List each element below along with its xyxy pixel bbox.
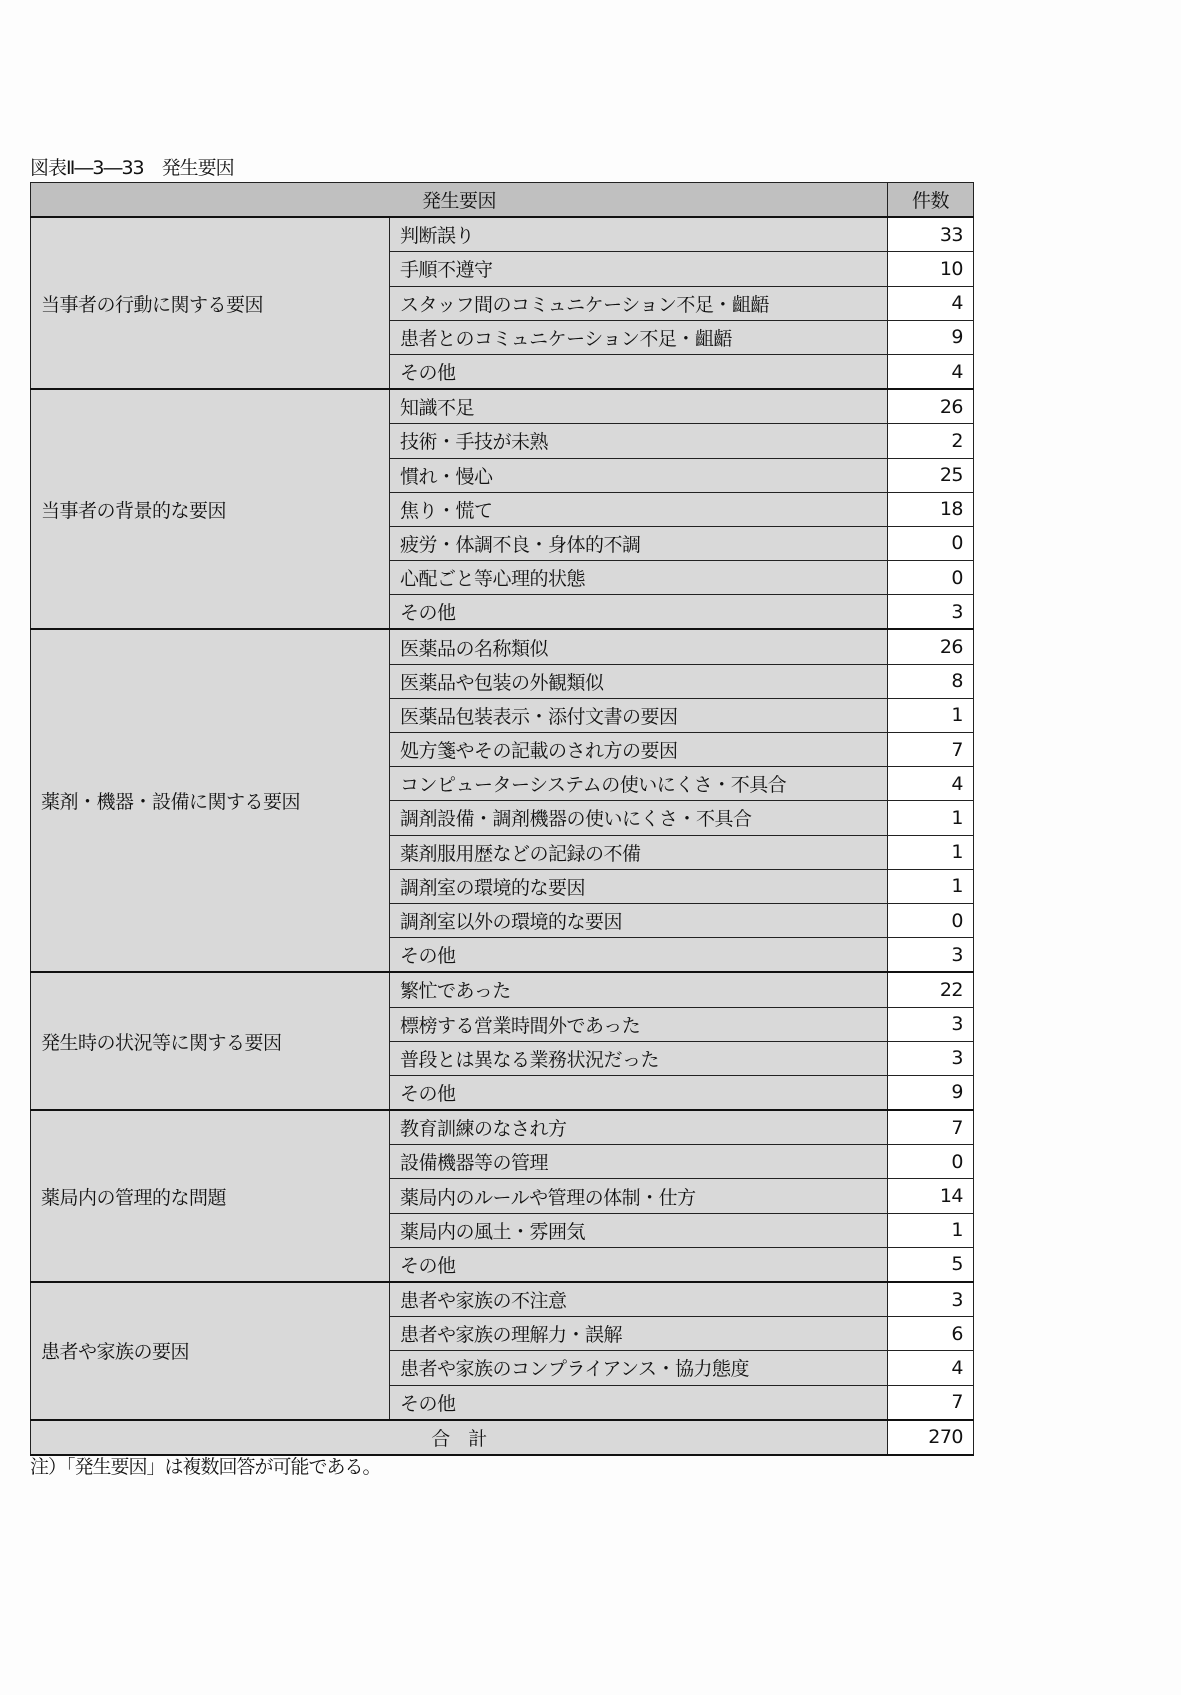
table-row	[31, 1282, 974, 1317]
count-cell: 3	[888, 1007, 974, 1041]
count-cell: 3	[888, 938, 974, 973]
count-cell: 0	[888, 526, 974, 560]
factor-cell: 患者や家族の不注意	[390, 1282, 888, 1317]
table-row	[31, 389, 974, 424]
factor-cell: その他	[390, 938, 888, 973]
count-cell: 1	[888, 698, 974, 732]
category-cell: 当事者の行動に関する要因	[31, 217, 390, 389]
factor-cell: 判断誤り	[390, 217, 888, 252]
factor-cell: スタッフ間のコミュニケーション不足・齟齬	[390, 286, 888, 320]
total-row	[31, 1420, 974, 1455]
count-cell: 14	[888, 1179, 974, 1213]
count-cell: 4	[888, 1351, 974, 1385]
count-cell: 4	[888, 767, 974, 801]
count-cell: 7	[888, 733, 974, 767]
count-cell: 26	[888, 389, 974, 424]
factor-cell: その他	[390, 1247, 888, 1282]
table-header-row	[31, 183, 974, 218]
count-cell: 9	[888, 320, 974, 354]
factor-cell: 処方箋やその記載のされ方の要因	[390, 733, 888, 767]
factor-cell: 調剤室の環境的な要因	[390, 869, 888, 903]
count-cell: 1	[888, 835, 974, 869]
factor-cell: 焦り・慌て	[390, 492, 888, 526]
factor-cell: その他	[390, 1075, 888, 1110]
factor-cell: 患者とのコミュニケーション不足・齟齬	[390, 320, 888, 354]
count-cell: 33	[888, 217, 974, 252]
table-row	[31, 629, 974, 664]
count-cell: 25	[888, 458, 974, 492]
factor-cell: 繁忙であった	[390, 972, 888, 1007]
count-cell: 1	[888, 1213, 974, 1247]
category-cell: 薬剤・機器・設備に関する要因	[31, 629, 390, 972]
table-row	[31, 1110, 974, 1145]
count-cell: 6	[888, 1317, 974, 1351]
count-cell: 0	[888, 903, 974, 937]
footnote: 注）「発生要因」は複数回答が可能である。	[30, 1456, 381, 1478]
category-cell: 発生時の状況等に関する要因	[31, 972, 390, 1110]
factor-cell: 技術・手技が未熟	[390, 424, 888, 458]
count-cell: 10	[888, 252, 974, 286]
factor-cell: 患者や家族の理解力・誤解	[390, 1317, 888, 1351]
category-cell: 患者や家族の要因	[31, 1282, 390, 1420]
count-cell: 4	[888, 354, 974, 389]
factor-cell: 調剤室以外の環境的な要因	[390, 903, 888, 937]
factor-cell: 薬局内の風土・雰囲気	[390, 1213, 888, 1247]
count-cell: 1	[888, 869, 974, 903]
factor-cell: コンピューターシステムの使いにくさ・不具合	[390, 767, 888, 801]
factor-cell: 医薬品包装表示・添付文書の要因	[390, 698, 888, 732]
count-cell: 26	[888, 629, 974, 664]
factor-cell: 医薬品や包装の外観類似	[390, 664, 888, 698]
count-cell: 18	[888, 492, 974, 526]
count-cell: 3	[888, 1282, 974, 1317]
count-cell: 7	[888, 1110, 974, 1145]
count-cell: 5	[888, 1247, 974, 1282]
category-cell: 当事者の背景的な要因	[31, 389, 390, 629]
count-cell: 0	[888, 561, 974, 595]
factor-cell: 薬剤服用歴などの記録の不備	[390, 835, 888, 869]
factor-cell: その他	[390, 354, 888, 389]
factor-cell: 調剤設備・調剤機器の使いにくさ・不具合	[390, 801, 888, 835]
header-count: 件数	[888, 183, 974, 218]
count-cell: 3	[888, 1041, 974, 1075]
factor-cell: 医薬品の名称類似	[390, 629, 888, 664]
factor-cell: 標榜する営業時間外であった	[390, 1007, 888, 1041]
factor-cell: 心配ごと等心理的状態	[390, 561, 888, 595]
factor-cell: その他	[390, 595, 888, 630]
category-cell: 薬局内の管理的な問題	[31, 1110, 390, 1282]
factor-cell: 知識不足	[390, 389, 888, 424]
count-cell: 4	[888, 286, 974, 320]
count-cell: 22	[888, 972, 974, 1007]
count-cell: 3	[888, 595, 974, 630]
count-cell: 0	[888, 1145, 974, 1179]
factor-cell: 患者や家族のコンプライアンス・協力態度	[390, 1351, 888, 1385]
header-factor: 発生要因	[31, 183, 888, 218]
factor-cell: 手順不遵守	[390, 252, 888, 286]
total-label: 合 計	[31, 1420, 888, 1455]
table-title: 図表Ⅱ―3―33 発生要因	[30, 157, 234, 179]
count-cell: 2	[888, 424, 974, 458]
factor-cell: 設備機器等の管理	[390, 1145, 888, 1179]
factor-cell: 疲労・体調不良・身体的不調	[390, 526, 888, 560]
factor-cell: 薬局内のルールや管理の体制・仕方	[390, 1179, 888, 1213]
factors-table	[30, 182, 974, 1456]
count-cell: 8	[888, 664, 974, 698]
table-row	[31, 972, 974, 1007]
table-row	[31, 217, 974, 252]
factor-cell: 慣れ・慢心	[390, 458, 888, 492]
factor-cell: 普段とは異なる業務状況だった	[390, 1041, 888, 1075]
count-cell: 9	[888, 1075, 974, 1110]
count-cell: 1	[888, 801, 974, 835]
factor-cell: その他	[390, 1385, 888, 1420]
total-count: 270	[888, 1420, 974, 1455]
factor-cell: 教育訓練のなされ方	[390, 1110, 888, 1145]
count-cell: 7	[888, 1385, 974, 1420]
